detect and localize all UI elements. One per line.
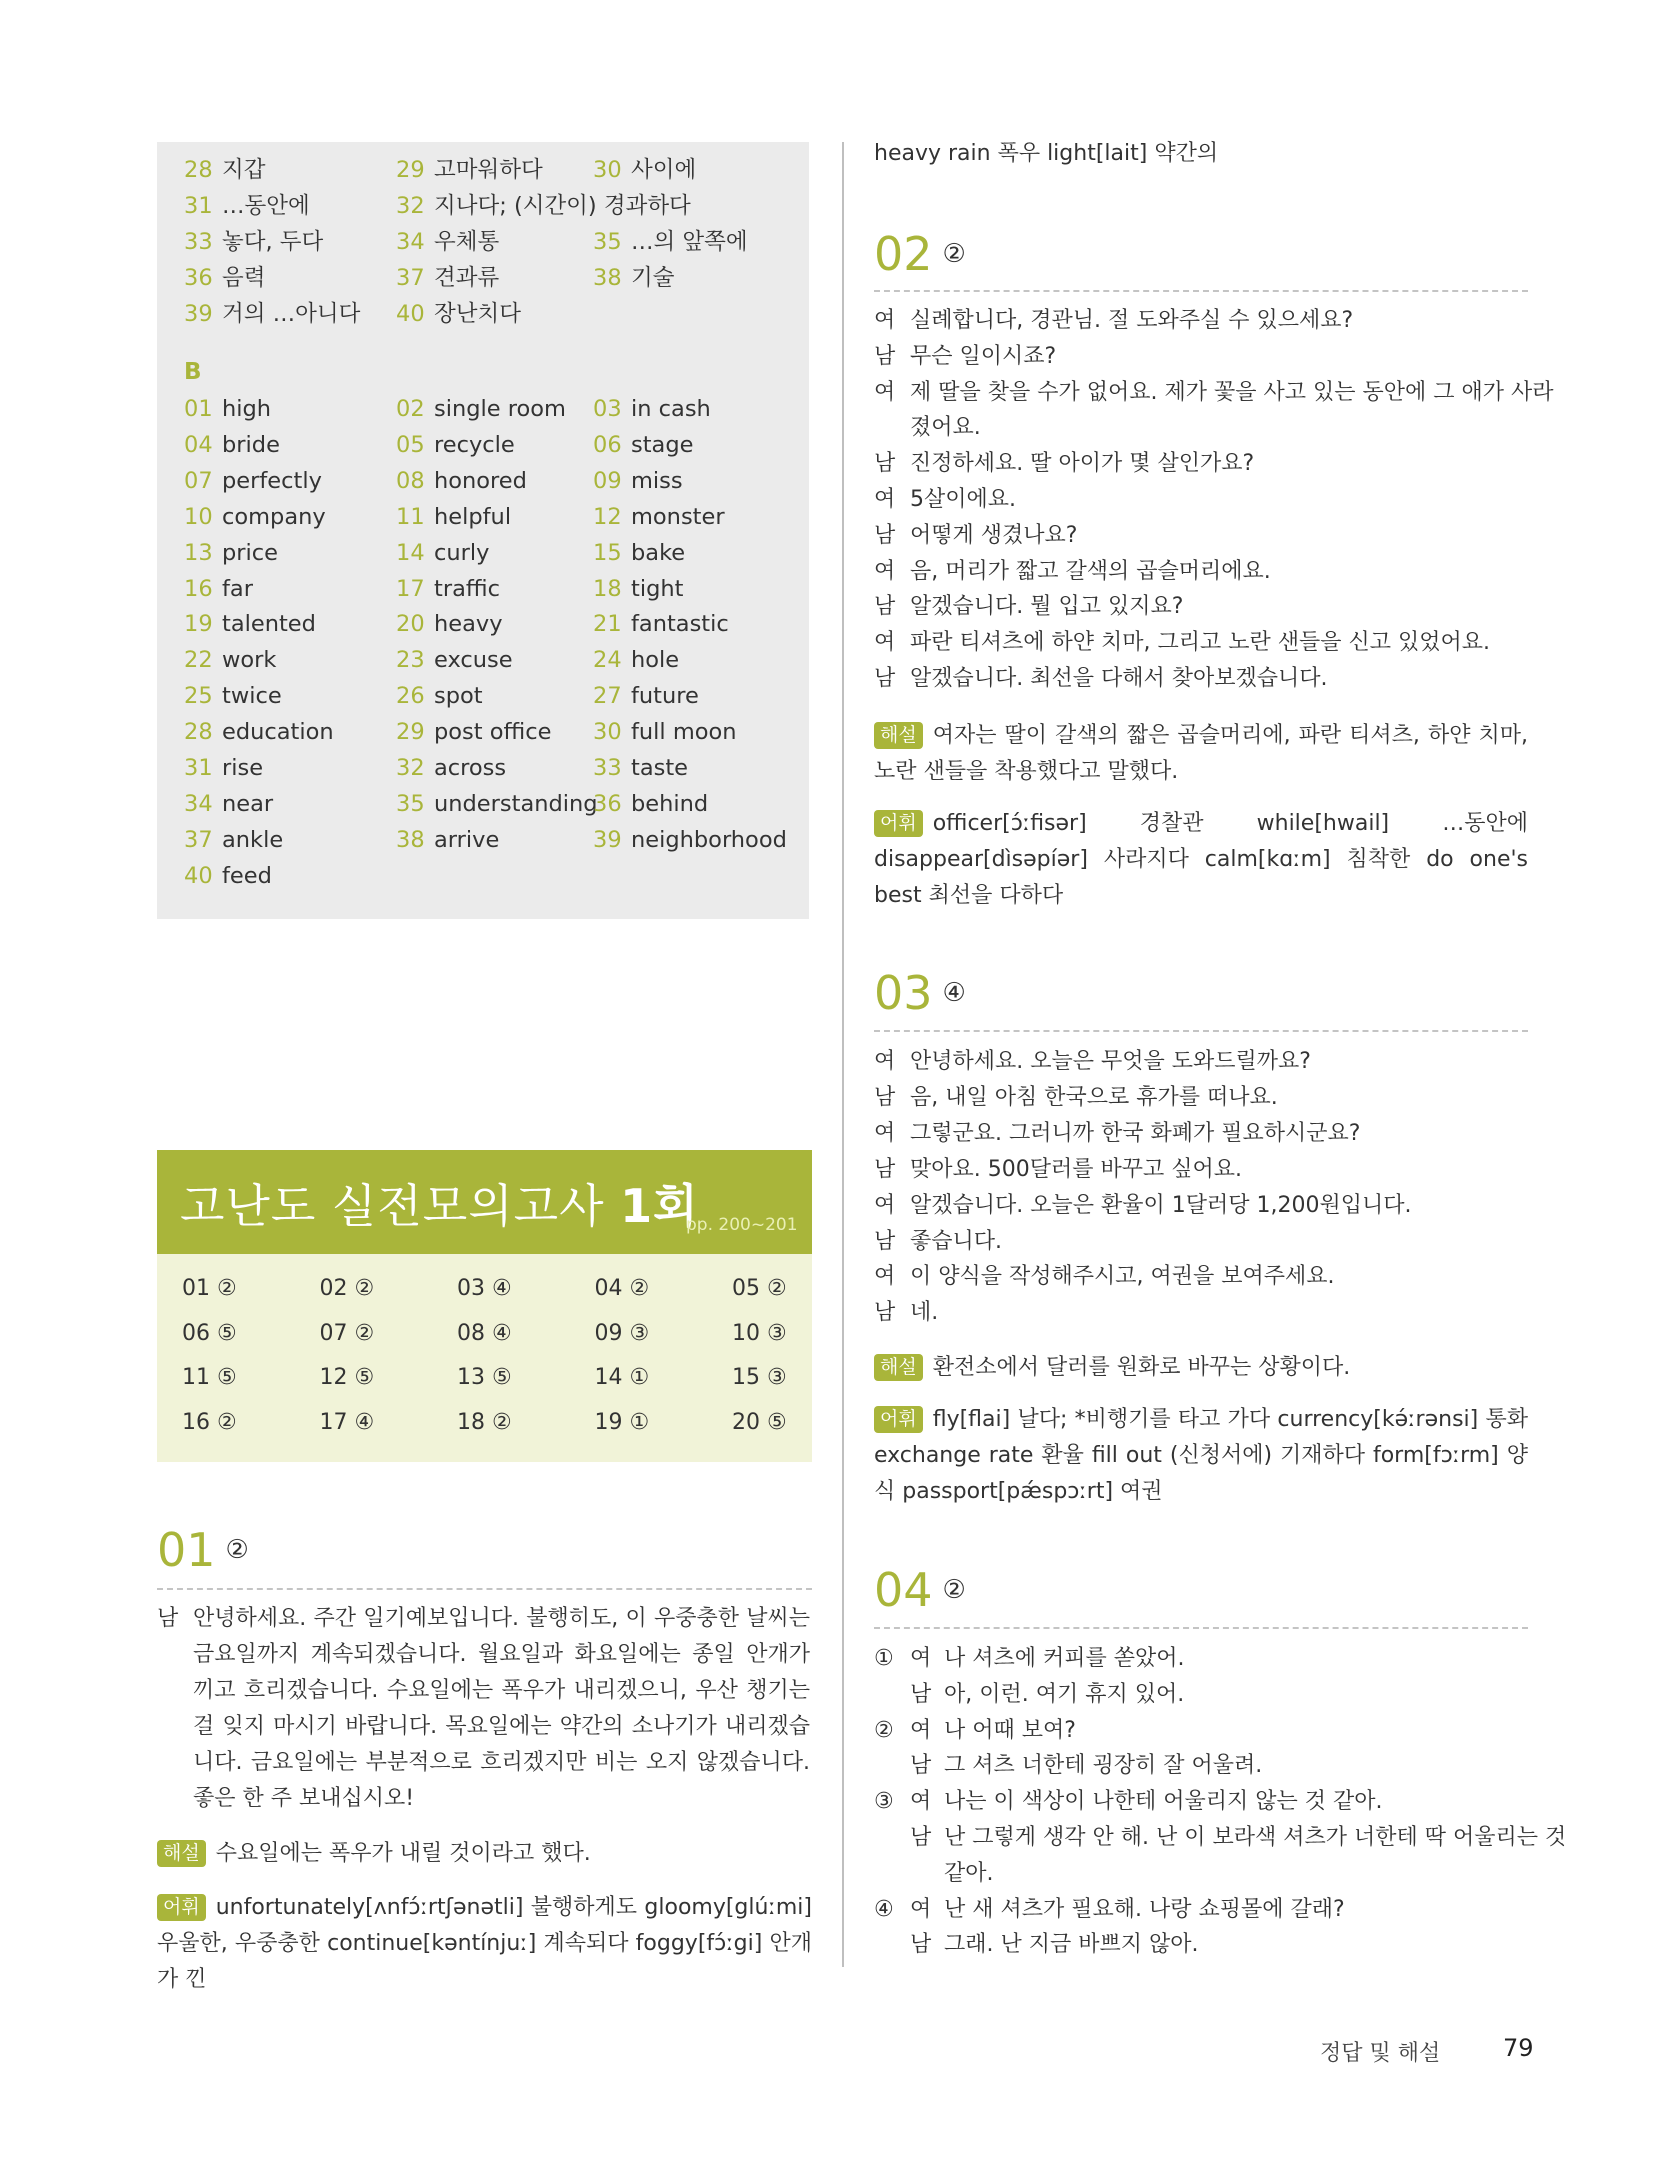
vocab-item: [396, 261, 499, 295]
q03-vocab-tag: 어휘: [874, 1406, 923, 1433]
vocab-item: [396, 189, 691, 223]
speaker-label: 남: [874, 343, 896, 369]
vocab-number: 34: [396, 229, 425, 255]
speaker-label: 남: [874, 522, 896, 548]
speaker-label: 남: [910, 1681, 932, 1707]
answer-item: 20 ⑤: [732, 1409, 787, 1435]
vocab-word: recycle: [434, 431, 515, 458]
vocab-number: 32: [396, 193, 425, 219]
vocab-word: feed: [222, 862, 272, 889]
dialogue-line: 그래. 난 지금 바쁘지 않아.: [944, 1932, 1199, 1958]
vocab-number: 40: [184, 862, 213, 889]
vocab-item: [593, 261, 674, 295]
vocab-number: 27: [593, 683, 622, 710]
dialogue-line: 음, 내일 아침 한국으로 휴가를 떠나요.: [910, 1084, 1278, 1110]
vocab-word: perfectly: [222, 467, 322, 494]
vocab-item: [184, 189, 310, 223]
vocab-item: [593, 500, 725, 534]
q03-vocab: 어휘 fly[flai] 날다; *비행기를 타고 가다 currency[kə́ːrənsi] 통화 exchange rate 환율 fill out (신청서에) 기재하다 form[fɔːrm] 양식 passport[pǽspɔːrt] 여권: [874, 1407, 1528, 1504]
vocab-number: 02: [396, 396, 425, 422]
speaker-label: 남: [874, 451, 896, 477]
dialogue-line: 진정하세요. 딸 아이가 몇 살인가요?: [910, 451, 1255, 477]
vocab-item: [593, 153, 696, 187]
dialogue-line: 아, 이런. 여기 휴지 있어.: [944, 1681, 1185, 1707]
dialogue-line: 실례합니다, 경관님. 절 도와주실 수 있으세요?: [910, 308, 1354, 333]
vocab-word: 고마워하다: [434, 157, 543, 183]
vocab-word: bake: [631, 539, 686, 566]
dialogue-line: 5살이에요.: [910, 487, 1016, 512]
speaker-label: 남: [910, 1753, 932, 1779]
answer-item: 06 ⑤: [182, 1320, 237, 1346]
vocab-number: 29: [396, 157, 425, 183]
vocab-number: 29: [396, 719, 425, 746]
vocab-word: post office: [434, 719, 552, 746]
vocab-item: [184, 297, 360, 331]
vocab-word: neighborhood: [631, 826, 787, 853]
vocab-number: 23: [396, 647, 425, 674]
dialogue-line: 나는 이 색상이 나한테 어울리지 않는 것 같아.: [944, 1789, 1383, 1815]
vocab-item: [593, 715, 737, 749]
answer-item: 18 ②: [457, 1409, 512, 1435]
option-marker: ①: [874, 1646, 894, 1671]
q01-script: 안녕하세요. 주간 일기예보입니다. 불행히도, 이 우중충한 날씨는 금요일까지 계속되겠습니다. 월요일과 화요일에는 종일 안개가 끼고 흐리겠습니다. 수요일에는 폭우가 내리겠으니, 우산 챙기는 걸 잊지 마시기 바랍니다. 목요일에는 약간의 소나기가 내리겠습니다. 금요일에는 부분적으로 흐리겠지만 비는 오지 않겠습니다. 좋은 한 주 보내십시오!: [193, 1606, 810, 1811]
vocab-number: 19: [184, 611, 213, 638]
q04-rule: [874, 1627, 1528, 1629]
vocab-word: 견과류: [434, 265, 500, 291]
vocab-number: 09: [593, 467, 622, 494]
vocab-word: spot: [434, 683, 483, 710]
dialogue-line: 같아.: [944, 1860, 994, 1886]
vocab-word: understanding: [434, 790, 598, 817]
speaker-label: 남: [874, 1228, 896, 1254]
answer-item: 09 ③: [594, 1320, 650, 1346]
answer-item: 01 ②: [182, 1276, 237, 1301]
dialogue-line: 음, 머리가 짧고 갈색의 곱슬머리에요.: [910, 558, 1271, 584]
vocab-word: stage: [631, 431, 694, 458]
speaker-label: 남: [874, 666, 896, 691]
speaker-label: 남: [874, 594, 896, 620]
vocab-item: [396, 715, 551, 749]
vocab-item: [593, 823, 787, 857]
vocab-number: 07: [184, 467, 213, 494]
vocab-word: twice: [222, 683, 282, 710]
vocab-number: 06: [593, 431, 622, 458]
vocab-number: 12: [593, 503, 622, 530]
vocab-word: 우체통: [434, 229, 500, 255]
answer-item: 14 ①: [594, 1365, 650, 1390]
vocab-number: 25: [184, 683, 213, 710]
vocab-number: 39: [184, 301, 213, 327]
vocab-item: [593, 464, 683, 498]
vocab-item: [593, 225, 748, 259]
vocab-item: [396, 500, 511, 534]
dialogue-line: 안녕하세요. 오늘은 무엇을 도와드릴까요?: [910, 1049, 1311, 1074]
vocab-word: 놓다, 두다: [222, 229, 324, 255]
speaker-label: 여: [910, 1789, 932, 1815]
vocab-word: near: [222, 790, 274, 817]
vocab-word: ankle: [222, 826, 284, 853]
answer-item: 11 ⑤: [182, 1365, 237, 1390]
vocab-item: [184, 715, 334, 749]
vocab-item: [184, 751, 263, 785]
q02-vocab: 어휘 officer[ɔ́ːfisər] 경찰관 while[hwail] …동안에 disappear[dìsəpíər] 사라지다 calm[kɑːm] 침착한 do one's best 최선을 다하다: [874, 811, 1528, 908]
dialogue-line: 맞아요. 500달러를 바꾸고 싶어요.: [910, 1156, 1242, 1182]
vocab-number: 16: [184, 575, 213, 602]
vocab-number: 28: [184, 719, 213, 746]
vocab-number: 31: [184, 193, 213, 219]
vocab-word: high: [222, 396, 272, 422]
vocab-word: fantastic: [631, 611, 729, 638]
vocab-number: 32: [396, 755, 425, 781]
vocab-number: 22: [184, 647, 213, 674]
vocab-word: traffic: [434, 575, 500, 602]
vocab-item: [396, 428, 515, 462]
vocab-number: 33: [593, 755, 622, 781]
speaker-label: 여: [874, 379, 896, 405]
dialogue-line: 제 딸을 찾을 수가 없어요. 제가 꽃을 사고 있는 동안에 그 애가 사라: [910, 379, 1554, 405]
vocab-number: 13: [184, 539, 213, 566]
vocab-item: [184, 261, 265, 295]
dialogue-line: 난 그렇게 생각 안 해. 난 이 보라색 셔츠가 너한테 딱 어울리는 것: [944, 1825, 1567, 1850]
vocab-item: [396, 607, 503, 641]
dialogue-line: 좋습니다.: [910, 1228, 1003, 1254]
section-b-label: B: [184, 359, 202, 385]
vocab-number: 31: [184, 755, 213, 781]
vocab-item: [184, 225, 323, 259]
answer-grid: [157, 1254, 812, 1462]
vocab-item: [184, 679, 282, 713]
speaker-label: 여: [874, 1120, 896, 1146]
vocab-item: [184, 536, 278, 570]
vocab-item: [593, 392, 711, 426]
speaker-label: 여: [874, 630, 896, 656]
answer-item: 03 ④: [457, 1276, 512, 1301]
speaker-label: 여: [910, 1896, 932, 1922]
vocab-word: rise: [222, 755, 264, 781]
answer-item: 15 ③: [732, 1365, 787, 1390]
vocab-number: 11: [396, 503, 425, 530]
speaker-label: 여: [874, 487, 896, 512]
vocab-number: 30: [593, 157, 622, 183]
dialogue-line: 이 양식을 작성해주시고, 여권을 보여주세요.: [910, 1264, 1335, 1290]
vocab-word: excuse: [434, 647, 513, 674]
vocab-word: single room: [434, 396, 566, 422]
q01-heading: 01 ②: [157, 1523, 249, 1577]
vocab-item: [396, 823, 499, 857]
dialogue-line: 알겠습니다. 최선을 다해서 찾아보겠습니다.: [910, 666, 1328, 691]
vocab-number: 04: [184, 431, 213, 458]
answer-item: 02 ②: [319, 1276, 375, 1301]
vocab-word: full moon: [631, 719, 737, 746]
vocab-item: [396, 536, 489, 570]
vocab-item: [396, 297, 521, 331]
q01-rule: [157, 1588, 812, 1590]
q01-explanation: 해설 수요일에는 폭우가 내릴 것이라고 했다.: [157, 1836, 812, 1872]
dialogue-line: 나 어때 보여?: [944, 1717, 1076, 1743]
vocab-item: [593, 679, 699, 713]
speaker-label: 여: [874, 558, 896, 584]
vocab-item: [184, 572, 253, 606]
vocab-number: 18: [593, 575, 622, 602]
q03-explanation: 해설 환전소에서 달러를 원화로 바꾸는 상황이다.: [874, 1350, 1528, 1386]
answer-item: 19 ①: [594, 1409, 650, 1435]
vocab-number: 01: [184, 396, 213, 422]
vocab-item: [184, 643, 276, 677]
vocab-item: [396, 572, 500, 606]
vocab-item: [396, 643, 513, 677]
vocab-word: arrive: [434, 826, 500, 853]
vocab-word: company: [222, 503, 326, 530]
dialogue-line: 졌어요.: [910, 415, 981, 441]
vocab-word: 장난치다: [434, 301, 521, 327]
answer-item: 17 ④: [319, 1409, 375, 1435]
speaker-label: 여: [874, 1049, 896, 1074]
vocab-number: 33: [184, 229, 213, 255]
vocab-word: in cash: [631, 396, 711, 422]
vocab-number: 24: [593, 647, 622, 674]
vocab-word: 음력: [222, 265, 266, 291]
vocab-item: [396, 225, 499, 259]
vocab-number: 37: [396, 265, 425, 291]
dialogue-line: 그렇군요. 그러니까 한국 화폐가 필요하시군요?: [910, 1120, 1361, 1146]
vocab-word: work: [222, 647, 277, 674]
speaker-label: 남: [874, 1300, 896, 1326]
vocab-number: 28: [184, 157, 213, 183]
vocab-number: 14: [396, 539, 425, 566]
vocab-number: 21: [593, 611, 622, 638]
speaker-label: 여: [874, 308, 896, 333]
q03-heading: 03 ④: [874, 966, 966, 1020]
q01-vocab: 어휘 unfortunately[ʌnfɔ́ːrtʃənətli] 불행하게도 gloomy[glúːmi] 우울한, 우중충한 continue[kəntínjuː] 계속되다 foggy[fɔ́ːgi] 안개가 낀: [157, 1895, 812, 1992]
dialogue-line: 그 셔츠 너한테 굉장히 잘 어울려.: [944, 1753, 1263, 1779]
q02-vocab-tag: 어휘: [874, 810, 923, 837]
page-number: 79: [1503, 2034, 1534, 2062]
vocab-word: 지나다; (시간이) 경과하다: [434, 193, 691, 219]
vocab-number: 37: [184, 826, 213, 853]
vocab-item: [184, 464, 322, 498]
vocab-item: [396, 787, 598, 821]
vocab-number: 15: [593, 539, 622, 566]
vocab-item: [593, 572, 683, 606]
speaker-label: 여: [874, 1264, 896, 1290]
vocab-word: …동안에: [222, 193, 310, 219]
dialogue-line: 난 새 셔츠가 필요해. 나랑 쇼핑몰에 갈래?: [944, 1896, 1345, 1922]
vocab-word: curly: [434, 539, 490, 566]
speaker-label: 여: [910, 1646, 932, 1671]
vocab-word: 기술: [631, 265, 675, 291]
vocab-number: 38: [396, 826, 425, 853]
test-title: 고난도 실전모의고사 1회: [180, 1179, 699, 1233]
vocab-item: [184, 607, 316, 641]
vocab-number: 36: [593, 790, 622, 817]
q01-vocab-continued: heavy rain 폭우 light[lait] 약간의: [874, 141, 1219, 166]
vocab-word: behind: [631, 790, 709, 817]
vocab-word: far: [222, 575, 253, 602]
q02-heading: 02 ②: [874, 227, 966, 281]
q04-heading: 04 ②: [874, 1563, 966, 1617]
vocab-item: [184, 500, 326, 534]
vocab-word: education: [222, 719, 334, 746]
q02-rule: [874, 290, 1528, 292]
dialogue-line: 무슨 일이시죠?: [910, 343, 1057, 369]
vocab-item: [396, 751, 506, 785]
vocab-word: tight: [631, 575, 684, 602]
vocab-word: 거의 …아니다: [222, 301, 361, 327]
vocab-item: [396, 153, 543, 187]
vocab-word: heavy: [434, 611, 503, 638]
vocab-item: [593, 428, 693, 462]
dialogue-line: 알겠습니다. 오늘은 환율이 1달러당 1,200원입니다.: [910, 1192, 1412, 1218]
vocab-item: [593, 607, 729, 641]
vocab-number: 40: [396, 301, 425, 327]
vocab-number: 30: [593, 719, 622, 746]
vocab-word: price: [222, 539, 278, 566]
option-marker: ④: [874, 1896, 894, 1922]
vocab-item: [184, 823, 283, 857]
vocab-number: 35: [593, 229, 622, 255]
vocab-word: taste: [631, 755, 688, 781]
vocab-word: hole: [631, 647, 680, 674]
q02-expl-tag: 해설: [874, 722, 923, 749]
vocab-number: 36: [184, 265, 213, 291]
vocab-word: across: [434, 755, 507, 781]
vocab-word: 지갑: [222, 157, 266, 183]
vocab-word: miss: [631, 467, 683, 494]
vocab-word: future: [631, 683, 699, 710]
vocab-word: monster: [631, 503, 725, 530]
vocab-item: [593, 787, 708, 821]
answer-item: 05 ②: [732, 1276, 787, 1301]
q03-expl-tag: 해설: [874, 1354, 923, 1381]
footer-label: 정답 및 해설: [1320, 2041, 1441, 2066]
dialogue-line: 나 셔츠에 커피를 쏟았어.: [944, 1646, 1185, 1671]
vocab-item: [184, 787, 273, 821]
speaker-label: 여: [910, 1717, 932, 1743]
vocab-item: [396, 679, 483, 713]
vocab-number: 34: [184, 790, 213, 817]
vocab-item: [593, 751, 688, 785]
vocab-word: helpful: [434, 503, 512, 530]
answer-item: 10 ③: [732, 1320, 787, 1346]
speaker-label: 남: [910, 1932, 932, 1958]
vocab-number: 35: [396, 790, 425, 817]
vocab-number: 08: [396, 467, 425, 494]
vocab-number: 17: [396, 575, 425, 602]
q01-expl-tag: 해설: [157, 1840, 206, 1867]
speaker-label: 남: [874, 1084, 896, 1110]
q02-explanation: 해설 여자는 딸이 갈색의 짧은 곱슬머리에, 파란 티셔츠, 하얀 치마, 노란 샌들을 착용했다고 말했다.: [874, 723, 1528, 784]
speaker-label: 여: [874, 1192, 896, 1218]
q01-speaker: 남: [157, 1606, 179, 1631]
answer-item: 12 ⑤: [319, 1365, 375, 1390]
speaker-label: 남: [874, 1156, 896, 1182]
speaker-label: 남: [910, 1825, 932, 1850]
option-marker: ②: [874, 1717, 894, 1743]
q03-rule: [874, 1030, 1528, 1032]
vocab-number: 03: [593, 396, 622, 422]
dialogue-line: 네.: [910, 1300, 939, 1326]
column-divider: [842, 142, 844, 1967]
vocab-item: [593, 643, 679, 677]
vocab-number: 10: [184, 503, 213, 530]
vocab-number: 39: [593, 826, 622, 853]
vocab-word: 사이에: [631, 157, 697, 183]
vocab-number: 26: [396, 683, 425, 710]
vocab-number: 05: [396, 431, 425, 458]
dialogue-line: 알겠습니다. 뭘 입고 있지요?: [910, 594, 1184, 620]
answer-item: 08 ④: [457, 1320, 512, 1346]
vocab-item: [184, 859, 272, 893]
vocab-number: 38: [593, 265, 622, 291]
vocab-item: [184, 428, 280, 462]
vocab-word: talented: [222, 611, 316, 638]
answer-item: 16 ②: [182, 1409, 237, 1435]
vocab-item: [184, 392, 271, 426]
vocab-word: honored: [434, 467, 527, 494]
vocab-item: [396, 464, 527, 498]
vocab-number: 20: [396, 611, 425, 638]
answer-item: 07 ②: [319, 1320, 375, 1346]
option-marker: ③: [874, 1789, 894, 1815]
answer-item: 13 ⑤: [457, 1365, 512, 1390]
vocab-item: [593, 536, 685, 570]
vocab-word: bride: [222, 431, 280, 458]
vocab-item: [184, 153, 265, 187]
test-pages: pp. 200~201: [686, 1215, 798, 1235]
vocab-word: …의 앞쪽에: [631, 229, 748, 255]
dialogue-line: 어떻게 생겼나요?: [910, 522, 1078, 548]
dialogue-line: 파란 티셔츠에 하얀 치마, 그리고 노란 샌들을 신고 있었어요.: [910, 630, 1490, 656]
q01-vocab-tag: 어휘: [157, 1894, 206, 1921]
answer-item: 04 ②: [594, 1276, 650, 1301]
vocab-item: [396, 392, 566, 426]
